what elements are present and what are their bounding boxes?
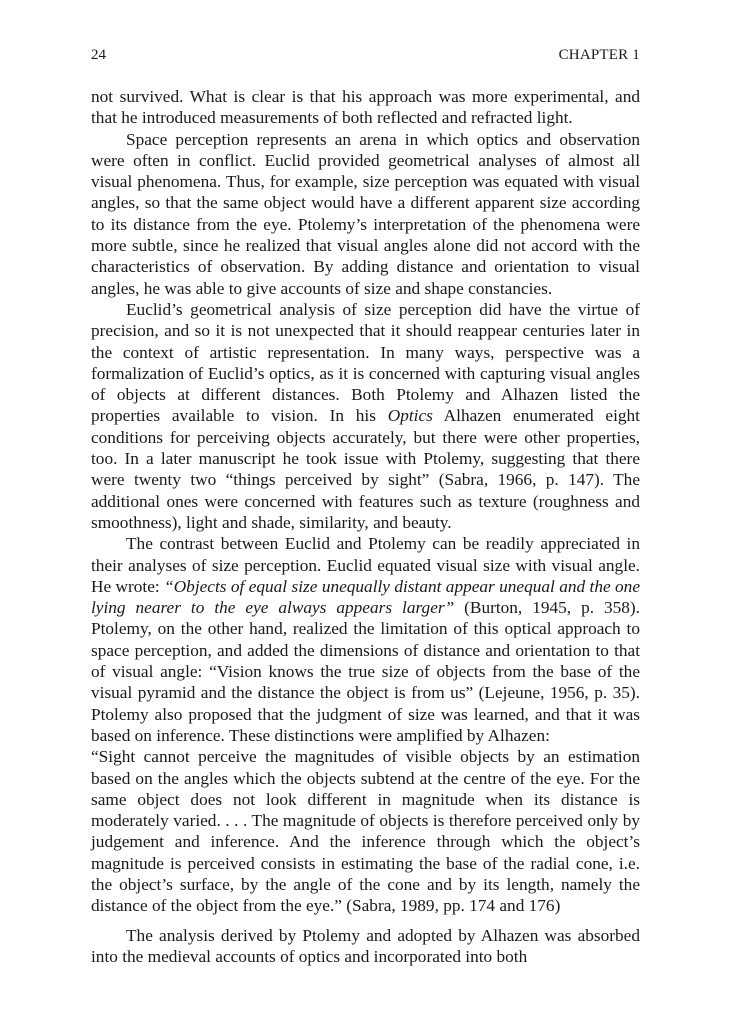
text-run: Euclid’s geometrical analysis of size perception did have the virtue of precision, and so it is not unexpected that it should reappear centuries later in the context of artistic representation. In many ways, perspective was a formalization of Euclid’s optics, as it is concerned with capturing visual angles of objects at different distances. Both Ptolemy and Alhazen listed the properties available to vision. In his xyxy=(91,299,640,426)
paragraph-euclid-ptolemy-contrast xyxy=(91,533,640,746)
paragraph-euclid-geometry xyxy=(91,299,640,533)
paragraph-continuation: not survived. What is clear is that his approach was more experimental, and that he introduced measurements of both reflected and refracted light. xyxy=(91,87,640,128)
text-run: Alhazen enumerated eight conditions for perceiving objects accurately, but there were other properties, too. In a later manuscript he took issue with Ptolemy, suggesting that there were twenty two “things perceived by sight” (Sabra, 1966, p. 147). The additional ones were concerned with features such as texture (roughness and smoothness), light and shade, similarity, and beauty. xyxy=(91,406,640,532)
text-run: The contrast between Euclid and Ptolemy can be readily appreciated in their analyses of size perception. Euclid equated visual size with visual angle. He wrote: xyxy=(91,534,640,596)
page-number: 24 xyxy=(91,47,106,63)
paragraph-space-perception: Space perception represents an arena in which optics and observation were often in conflict. Euclid provided geometrical analyses of almost all visual phenomena. Thus, for example, size perception was equated with visual angles, so that the same object would have a different apparent size according to its distance from the eye. Ptolemy’s interpretation of the phenomena were more subtle, since he realized that visual angles alone did not accord with the characteristics of observation. By adding distance and orientation to visual angles, he was able to give accounts of size and shape constancies. xyxy=(91,129,640,298)
block-quote-alhazen: “Sight cannot perceive the magnitudes of visible objects by an estimation based on the angles which the objects subtend at the centre of the eye. For the same object does not look different in magnitude when its distance is moderately varied. . . . The magnitude of objects is therefore perceived only by judgement and inference. And the inference through which the object’s magnitude is perceived consists in estimating the base of the radial cone, i.e. the object’s surface, by the angle of the cone and by its length, namely the distance of the object from the eye.” (Sabra, 1989, pp. 174 and 176) xyxy=(91,747,640,916)
italic-title-optics: Optics xyxy=(387,406,433,426)
body-text xyxy=(91,86,640,967)
chapter-title: CHAPTER 1 xyxy=(558,47,640,63)
italic-euclid-quote: “Objects of equal size unequally distant appear unequal and the one lying nearer to the eye always appears larger” xyxy=(91,576,640,618)
running-header xyxy=(91,45,640,65)
paragraph-medieval-optics: The analysis derived by Ptolemy and adopted by Alhazen was absorbed into the medieval accounts of optics and incorporated into both xyxy=(91,925,640,966)
text-run: (Burton, 1945, p. 358). Ptolemy, on the other hand, realized the limitation of this optical approach to space perception, and added the dimensions of distance and orientation to that of visual angle: “Vision knows the true size of objects from the base of the visual pyramid and the distance the object is from us” (Lejeune, 1956, p. 35). Ptolemy also proposed that the judgment of size was learned, and that it was based on inference. These distinctions were amplified by Alhazen: xyxy=(91,598,641,745)
